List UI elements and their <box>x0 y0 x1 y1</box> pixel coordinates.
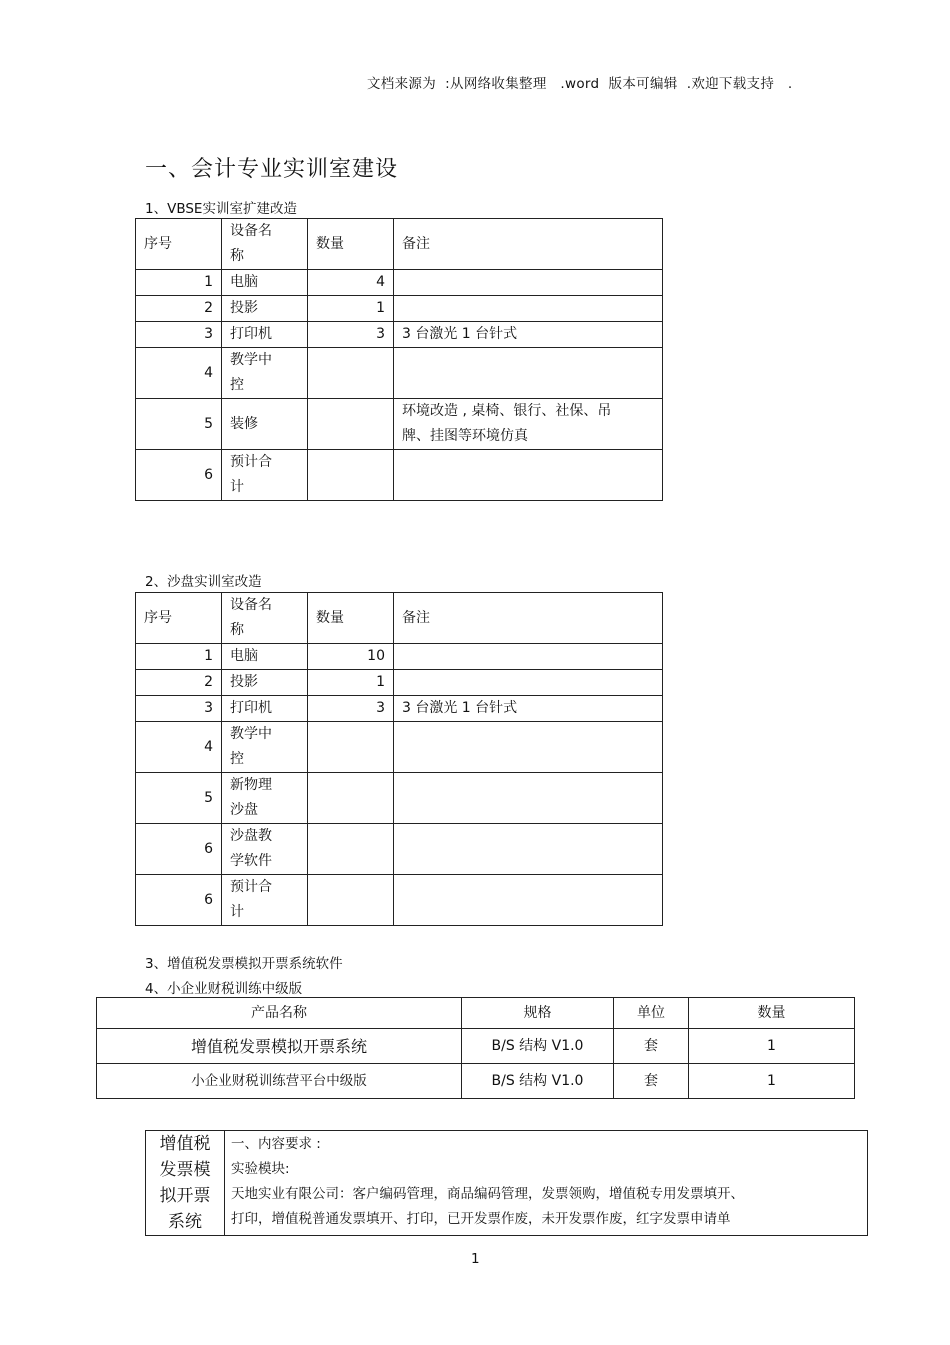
detail-line: 打印，增值税普通发票填开、打印，已开发票作废，未开发票作废，红字发票申请单 <box>231 1211 731 1227</box>
equipment-name: 打印机 <box>222 696 308 722</box>
note: 环境改造 , 桌椅、银行、社保、吊 牌、挂图等环境仿真 <box>394 399 663 450</box>
row-number: 5 <box>136 399 222 450</box>
row-number: 2 <box>136 296 222 322</box>
column-header: 单位 <box>614 998 689 1029</box>
detail-label-text: 增值税 发票模 拟开票 系统 <box>159 1134 211 1232</box>
row-number: 3 <box>136 322 222 348</box>
note <box>394 824 663 875</box>
table-row <box>136 670 663 696</box>
product-name: 小企业财税训练营平台中级版 <box>97 1064 462 1099</box>
quantity: 10 <box>308 644 394 670</box>
equipment-name: 电脑 <box>222 270 308 296</box>
row-number: 3 <box>136 696 222 722</box>
table-row <box>136 644 663 670</box>
section-2-heading: 2、沙盘实训室改造 <box>145 574 262 590</box>
table-row <box>136 773 663 824</box>
section-3-heading: 3、增值税发票模拟开票系统软件 <box>145 956 343 972</box>
note <box>394 644 663 670</box>
quantity <box>308 450 394 501</box>
equipment-name: 新物理 沙盘 <box>222 773 308 824</box>
equipment-name: 打印机 <box>222 322 308 348</box>
quantity <box>308 875 394 926</box>
row-number: 2 <box>136 670 222 696</box>
quantity: 1 <box>689 1064 855 1099</box>
equipment-name: 电脑 <box>222 644 308 670</box>
row-number: 1 <box>136 644 222 670</box>
quantity <box>308 722 394 773</box>
table-header-row <box>136 219 663 270</box>
vbse-equipment-table <box>135 218 663 501</box>
note <box>394 296 663 322</box>
product-name: 增值税发票模拟开票系统 <box>97 1029 462 1064</box>
table-row <box>136 399 663 450</box>
note <box>394 670 663 696</box>
quantity: 1 <box>308 296 394 322</box>
column-header: 序号 <box>136 593 222 644</box>
row-number: 6 <box>136 875 222 926</box>
product-table <box>96 997 855 1099</box>
table-row <box>97 1029 855 1064</box>
row-number: 6 <box>136 450 222 501</box>
table-row <box>136 348 663 399</box>
equipment-name: 投影 <box>222 296 308 322</box>
note: 3 台激光 1 台针式 <box>394 322 663 348</box>
row-number: 4 <box>136 722 222 773</box>
column-header: 备注 <box>394 219 663 270</box>
column-header: 规格 <box>462 998 614 1029</box>
quantity: 4 <box>308 270 394 296</box>
note <box>394 875 663 926</box>
quantity: 1 <box>689 1029 855 1064</box>
table-header-row <box>136 593 663 644</box>
note <box>394 348 663 399</box>
spec: B/S 结构 V1.0 <box>462 1029 614 1064</box>
row-number: 1 <box>136 270 222 296</box>
table-row <box>136 296 663 322</box>
sandbox-equipment-table <box>135 592 663 926</box>
table-row <box>136 722 663 773</box>
table-row <box>136 696 663 722</box>
row-number: 5 <box>136 773 222 824</box>
detail-line: 天地实业有限公司：客户编码管理，商品编码管理，发票领购，增值税专用发票填开、 <box>231 1186 744 1202</box>
table-row <box>97 1064 855 1099</box>
page-number: 1 <box>471 1251 480 1267</box>
row-number: 6 <box>136 824 222 875</box>
table-row <box>136 322 663 348</box>
column-header: 设备名 称 <box>222 219 308 270</box>
detail-content <box>225 1131 868 1236</box>
equipment-name: 沙盘教 学软件 <box>222 824 308 875</box>
quantity <box>308 824 394 875</box>
column-header: 备注 <box>394 593 663 644</box>
table-row <box>136 875 663 926</box>
quantity: 1 <box>308 670 394 696</box>
column-header: 数量 <box>308 593 394 644</box>
header-note: 文档来源为 :从网络收集整理 .word 版本可编辑 .欢迎下载支持 . <box>367 76 793 92</box>
section-4-heading: 4、小企业财税训练中级版 <box>145 981 303 997</box>
quantity: 3 <box>308 696 394 722</box>
column-header: 数量 <box>308 219 394 270</box>
note <box>394 722 663 773</box>
equipment-name: 教学中 控 <box>222 348 308 399</box>
page-title: 一、会计专业实训室建设 <box>145 157 399 182</box>
column-header: 数量 <box>689 998 855 1029</box>
unit: 套 <box>614 1064 689 1099</box>
table-row <box>136 270 663 296</box>
column-header: 设备名 称 <box>222 593 308 644</box>
quantity <box>308 773 394 824</box>
note <box>394 270 663 296</box>
detail-line: 一、内容要求 : <box>231 1136 321 1152</box>
detail-label <box>146 1131 225 1236</box>
column-header: 产品名称 <box>97 998 462 1029</box>
row-number: 4 <box>136 348 222 399</box>
detail-line: 实验模块: <box>231 1161 290 1177</box>
quantity <box>308 348 394 399</box>
spec: B/S 结构 V1.0 <box>462 1064 614 1099</box>
note <box>394 773 663 824</box>
column-header: 序号 <box>136 219 222 270</box>
equipment-name: 装修 <box>222 399 308 450</box>
table-row <box>136 450 663 501</box>
note: 3 台激光 1 台针式 <box>394 696 663 722</box>
note <box>394 450 663 501</box>
table-row <box>136 824 663 875</box>
equipment-name: 预计合 计 <box>222 875 308 926</box>
section-1-heading: 1、VBSE实训室扩建改造 <box>145 201 297 217</box>
quantity: 3 <box>308 322 394 348</box>
equipment-name: 预计合 计 <box>222 450 308 501</box>
unit: 套 <box>614 1029 689 1064</box>
equipment-name: 教学中 控 <box>222 722 308 773</box>
quantity <box>308 399 394 450</box>
equipment-name: 投影 <box>222 670 308 696</box>
table-header-row <box>97 998 855 1029</box>
detail-table <box>145 1130 868 1236</box>
